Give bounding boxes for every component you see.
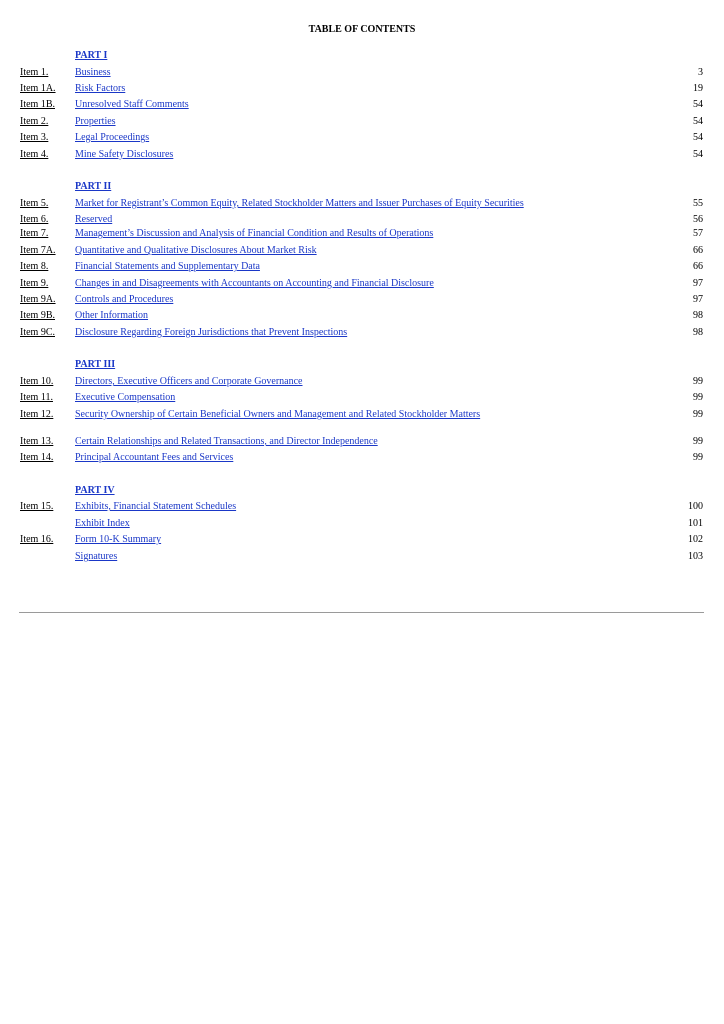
toc-link-accountant-fees[interactable]: Principal Accountant Fees and Services: [75, 452, 234, 463]
toc-link-controls-procedures[interactable]: Controls and Procedures: [75, 294, 174, 305]
item-number: Item 1A.: [20, 83, 56, 94]
part-ii-link[interactable]: PART II: [75, 181, 112, 192]
toc-row: [0, 309, 724, 323]
toc-row: [0, 408, 724, 422]
page-number: 101: [688, 518, 703, 529]
part-iii-link[interactable]: PART III: [75, 359, 116, 370]
page-title: TABLE OF CONTENTS: [308, 24, 416, 35]
toc-row: [0, 66, 724, 80]
toc-link-mine-safety-disclosures[interactable]: Mine Safety Disclosures: [75, 149, 174, 160]
page-number: 97: [693, 278, 703, 289]
toc-link-security-ownership[interactable]: Security Ownership of Certain Beneficial Owners and Management and Related Stockholder Matters: [75, 409, 481, 420]
page-number: 98: [693, 327, 703, 338]
item-number: Item 15.: [20, 501, 54, 512]
toc-link-changes-disagreements[interactable]: Changes in and Disagreements with Accountants on Accounting and Financial Disclosure: [75, 278, 434, 289]
page-number: 54: [693, 132, 703, 143]
page-number: 99: [693, 409, 703, 420]
item-number: Item 10.: [20, 376, 54, 387]
toc-link-directors-officers[interactable]: Directors, Executive Officers and Corporate Governance: [75, 376, 303, 387]
item-number: Item 11.: [20, 392, 53, 403]
toc-link-financial-statements[interactable]: Financial Statements and Supplementary Data: [75, 261, 260, 272]
toc-link-legal-proceedings[interactable]: Legal Proceedings: [75, 132, 150, 143]
toc-row: [0, 197, 724, 211]
toc-row: [0, 293, 724, 307]
toc-row: [0, 131, 724, 145]
page-number: 66: [693, 245, 703, 256]
toc-link-certain-relationships[interactable]: Certain Relationships and Related Transactions, and Director Independence: [75, 436, 378, 447]
toc-link-unresolved-staff-comments[interactable]: Unresolved Staff Comments: [75, 99, 189, 110]
toc-row: [0, 517, 724, 531]
page-number: 99: [693, 392, 703, 403]
part-heading-row: [0, 180, 724, 194]
toc-row: [0, 435, 724, 449]
toc-link-business[interactable]: Business: [75, 67, 111, 78]
toc-link-risk-factors[interactable]: Risk Factors: [75, 83, 126, 94]
item-number: Item 6.: [20, 214, 49, 225]
item-number: Item 8.: [20, 261, 49, 272]
page-number: 97: [693, 294, 703, 305]
item-number: Item 4.: [20, 149, 49, 160]
page-number: 3: [698, 67, 703, 78]
item-number: Item 16.: [20, 534, 54, 545]
part-heading-row: [0, 358, 724, 372]
page-number: 99: [693, 436, 703, 447]
part-i-link[interactable]: PART I: [75, 50, 108, 61]
toc-link-market-for-common-equity[interactable]: Market for Registrant’s Common Equity, Related Stockholder Matters and Issuer Purchases of Equity Securities: [75, 198, 524, 209]
toc-link-other-information[interactable]: Other Information: [75, 310, 149, 321]
part-iv-link[interactable]: PART IV: [75, 485, 115, 496]
page-number: 99: [693, 376, 703, 387]
item-number: Item 3.: [20, 132, 49, 143]
toc-row: [0, 115, 724, 129]
page-number: 100: [688, 501, 703, 512]
item-number: Item 5.: [20, 198, 49, 209]
page-number: 102: [688, 534, 703, 545]
toc-link-signatures[interactable]: Signatures: [75, 551, 118, 562]
page-number: 103: [688, 551, 703, 562]
part-heading-row: [0, 484, 724, 498]
toc-link-reserved[interactable]: Reserved: [75, 214, 113, 225]
item-number: Item 2.: [20, 116, 49, 127]
toc-row: [0, 375, 724, 389]
item-number: Item 12.: [20, 409, 54, 420]
page-number: 57: [693, 228, 703, 239]
page-number: 56: [693, 214, 703, 225]
page-number: 55: [693, 198, 703, 209]
toc-row: [0, 533, 724, 547]
toc-row: [0, 98, 724, 112]
item-number: Item 9C.: [20, 327, 55, 338]
page-divider: [19, 612, 704, 613]
toc-row: [0, 213, 724, 227]
page-number: 54: [693, 149, 703, 160]
toc-link-exhibits-schedules[interactable]: Exhibits, Financial Statement Schedules: [75, 501, 237, 512]
toc-row: [0, 451, 724, 465]
toc-row: [0, 82, 724, 96]
item-number: Item 1.: [20, 67, 49, 78]
page-number: 99: [693, 452, 703, 463]
item-number: Item 9.: [20, 278, 49, 289]
page-number: 98: [693, 310, 703, 321]
item-number: Item 14.: [20, 452, 54, 463]
toc-row: [0, 550, 724, 564]
toc-row: [0, 227, 724, 241]
item-number: Item 13.: [20, 436, 54, 447]
toc-link-form-10k-summary[interactable]: Form 10-K Summary: [75, 534, 162, 545]
page-number: 54: [693, 99, 703, 110]
toc-link-exhibit-index[interactable]: Exhibit Index: [75, 518, 130, 529]
toc-row: [0, 326, 724, 340]
page-number: 66: [693, 261, 703, 272]
page-number: 19: [693, 83, 703, 94]
toc-row: [0, 148, 724, 162]
item-number: Item 9B.: [20, 310, 55, 321]
toc-row: [0, 391, 724, 405]
page-number: 54: [693, 116, 703, 127]
toc-link-executive-compensation[interactable]: Executive Compensation: [75, 392, 176, 403]
item-number: Item 7A.: [20, 245, 56, 256]
item-number: Item 9A.: [20, 294, 56, 305]
toc-row: [0, 260, 724, 274]
toc-link-market-risk[interactable]: Quantitative and Qualitative Disclosures About Market Risk: [75, 245, 317, 256]
toc-link-mdna[interactable]: Management’s Discussion and Analysis of Financial Condition and Results of Operations: [75, 228, 434, 239]
toc-link-foreign-jurisdictions[interactable]: Disclosure Regarding Foreign Jurisdictions that Prevent Inspections: [75, 327, 348, 338]
item-number: Item 1B.: [20, 99, 55, 110]
item-number: Item 7.: [20, 228, 49, 239]
part-heading-row: [0, 49, 724, 63]
toc-row: [0, 277, 724, 291]
toc-row: [0, 244, 724, 258]
toc-row: [0, 500, 724, 514]
toc-link-properties[interactable]: Properties: [75, 116, 116, 127]
